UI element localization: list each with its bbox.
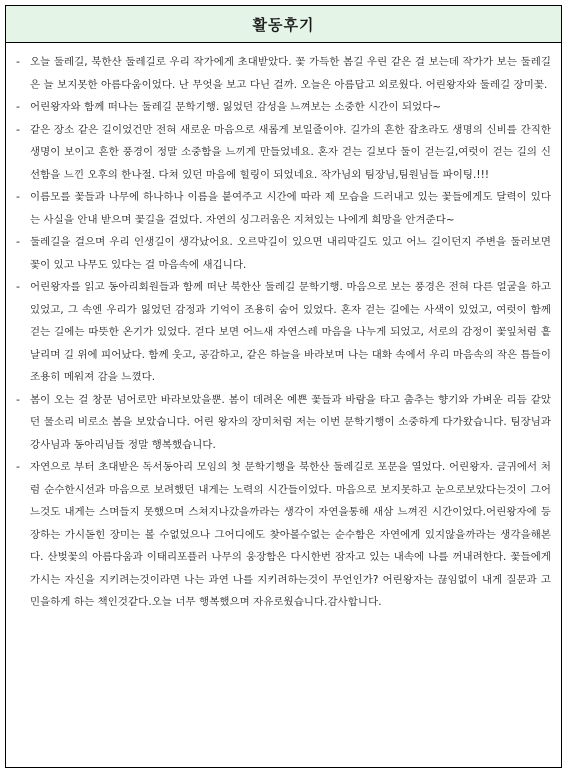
dash-bullet: -: [16, 280, 20, 293]
dash-bullet: -: [16, 100, 20, 113]
review-text: 자연으로 부터 초대받은 독서동아리 모임의 첫 문학기행을 북한산 둘레길로 포문을 열었다. 어린왕자. 글귀에서 처럼 순수한시선과 마음으로 보려했던 내게는 노력의 시간들이었다. 마음으로 보지못하고 눈으로보았다는것이 그어느것도 내게는 스며들지 못했으며 스쳐지나갔을까라는 생각이 자연을통해 새삼 느껴진 시간이었다.어린왕자에 등장하는 가시돋힌 장미는 볼 수없었으나 그어디에도 찾아볼수없는 순수함은 자연에게 있지않을까라는 생각을해본다. 산벚꽃의 아름다움과 이태리포플러 나무의 웅장함은 다시한번 잠자고 있는 내속에 나를 꺼내려한다. 꽃들에게 가시는 자신을 지키려는것이라면 나는 과연 나를 지키려하는것이 무언인가? 어린왕자는 끊임없이 내게 질문과 고민을하게 하는 책인것같다.오늘 너무 행복했으며 자유로웠습니다.감사합니다.: [30, 461, 551, 608]
review-entry: [16, 231, 551, 276]
dash-bullet: -: [16, 122, 20, 136]
review-entry: [16, 51, 551, 96]
dash-bullet: -: [16, 55, 20, 68]
review-entry: [16, 389, 551, 457]
title-bar: [6, 6, 561, 43]
review-entry: [16, 186, 551, 231]
review-text: 같은 장소 같은 길이었건만 전혀 새로운 마음으로 새롭게 보일줄이야. 길가의 흔한 잡초라도 생명의 신비를 간직한 생명이 보이고 흔한 풍경이 정말 소중함을 느끼게 만들었네요. 혼자 걷는 길보다 둘이 걷는길,여럿이 걷는 길의 신선함을 느낀 오후의 한나절. 다쳐 있던 마음에 힐링이 되었네요. 작가님외 팀장님,팀원님들 파이팅.!!!: [30, 123, 551, 181]
review-entry: [16, 119, 551, 187]
review-text: 둘레길을 걸으며 우리 인생길이 생각났어요. 오르막길이 있으면 내리막길도 있고 어느 길이던지 주변을 둘러보면 꽃이 있고 나무도 있다는 걸 마음속에 새깁니다.: [30, 236, 551, 271]
review-text: 오늘 둘레길, 북한산 둘레길로 우리 작가에게 초대받았다. 꽃 가득한 봄길 우린 같은 걸 보는데 작가가 보는 둘레길은 늘 보지못한 아름다움이었다. 난 무엇을 보고 다닌 걸까. 오늘은 아름답고 외로웠다. 어린왕자와 둘레길 장미꽃.: [30, 56, 551, 91]
dash-bullet: -: [16, 190, 20, 203]
review-entry: [16, 96, 551, 119]
page-title: 활동후기: [252, 15, 315, 34]
review-text: 어린왕자와 함께 떠나는 둘레길 문학기행. 잃었던 감성을 느껴보는 소중한 시간이 되었다~: [30, 101, 442, 113]
review-text: 이름모를 꽃들과 나무에 하나하나 이름을 붙여주고 시간에 따라 제 모습을 드러내고 있는 꽃들에게도 달력이 있다는 사실을 안내 받으며 꽃길을 걸었다. 자연의 싱그러움은 지쳐있는 나에게 희망을 안겨준다~: [30, 191, 551, 226]
review-entry: [16, 276, 551, 389]
dash-bullet: -: [16, 235, 20, 248]
review-document: [5, 5, 562, 768]
review-list: [6, 43, 561, 614]
review-entry: [16, 456, 551, 614]
review-text: 봄이 오는 걸 창문 넘어로만 바라보았을뿐. 봄이 데려온 예쁜 꽃들과 바람을 타고 춤추는 향기와 가벼운 리듬 같았던 물소리 비로소 봄을 보았습니다. 어린 왕자의 장미처럼 저는 이번 문학기행이 소중하게 다가왔습니다. 팀장님과 강사님과 동아리님들 정말 행복했습니다.: [30, 393, 551, 451]
review-text: 어린왕자를 읽고 동아리회원들과 함께 떠난 북한산 둘레길 문학기행. 마음으로 보는 풍경은 전혀 다른 얼굴을 하고 있었고, 그 속엔 우리가 잃었던 감정과 기억이 조용히 숨어 있었다. 혼자 걷는 길에는 사색이 있었고, 여럿이 함께 걷는 길에는 따뜻한 온기가 있었다. 걷다 보면 어느새 자연스레 마음을 나누게 되었고, 서로의 감정이 꽃잎처럼 흩날리며 길 위에 피어났다. 함께 웃고, 공감하고, 같은 하늘을 바라보며 나는 대화 속에서 우리 마음속의 작은 틈들이 조용히 메워져 감을 느꼈다.: [30, 281, 551, 383]
dash-bullet: -: [16, 392, 20, 406]
dash-bullet: -: [16, 460, 20, 473]
